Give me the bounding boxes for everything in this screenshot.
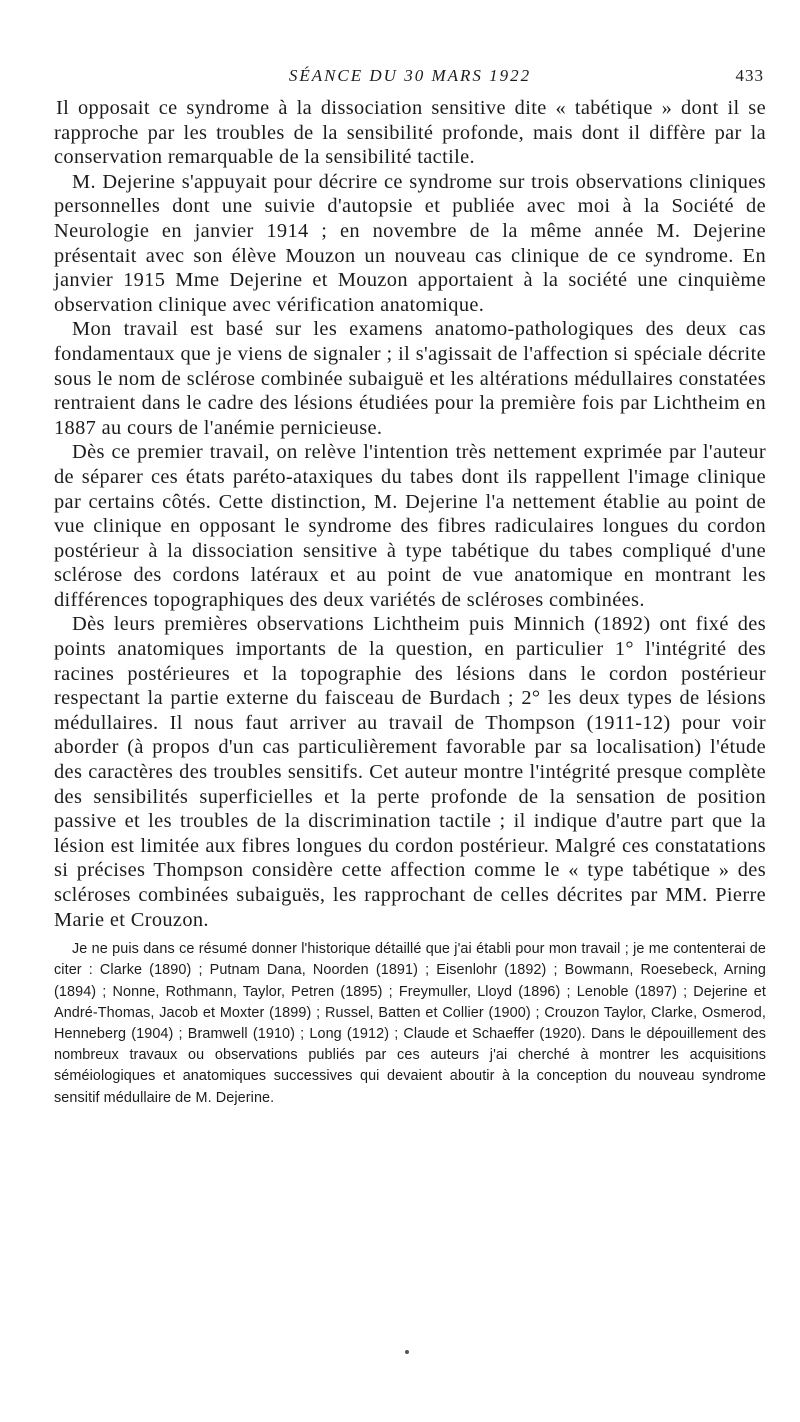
paragraph-3: Mon travail est basé sur les examens anatomo-pathologiques des deux cas fondamentaux que je viens de signaler ; il s'agissait de l'affection si spéciale décrite sous le nom de sclérose combinée subaiguë et les altérations médullaires constatées rentraient dans le cadre des lésions étudiées pour la première fois par Lichtheim en 1887 au cours de l'anémie pernicieuse.: [54, 318, 766, 439]
paragraph-2: M. Dejerine s'appuyait pour décrire ce syndrome sur trois observations cliniques personnelles dont une suivie d'autopsie et publiée avec moi à la Société de Neurologie en janvier 1914 ; en novembre de la même année M. Dejerine présentait avec son élève Mouzon un nouveau cas clinique de ce syndrome. En janvier 1915 Mme Dejerine et Mouzon apportaient à la société une cinquième observation clinique avec vérification anatomique.: [54, 170, 766, 316]
document-page: [54, 66, 766, 1109]
page-number: 433: [735, 66, 764, 85]
paragraph-5: Dès leurs premières observations Lichtheim puis Minnich (1892) ont fixé des points anatomiques importants de la question, en particulier 1° l'intégrité des racines postérieures et la topographie des lésions dans le cordon postérieur respectant la partie externe du faisceau de Burdach ; 2° les deux types de lésions médullaires. Il nous faut arriver au travail de Thompson (1911-12) pour voir aborder (à propos d'un cas particulièrement favorable par sa localisation) l'étude des caractères des troubles sensitifs. Cet auteur montre l'intégrité presque complète des sensibilités superficielles et la perte profonde de la sensation de position passive et les troubles de la discrimination tactile ; il indique d'autre part que la lésion est limitée aux fibres longues du cordon postérieur. Malgré ces constatations si précises Thompson considère cette affection comme le « type tabétique » des scléroses combinées subaiguës, les rapprochant de celles décrites par MM. Pierre Marie et Crouzon.: [54, 613, 766, 931]
decorative-dot: [405, 1350, 409, 1354]
footnote: [54, 939, 766, 1109]
paragraph-4: Dès ce premier travail, on relève l'intention très nettement exprimée par l'auteur de séparer ces états paréto-ataxiques du tabes dont ils rappellent l'image clinique par certains côtés. Cette distinction, M. Dejerine l'a nettement établie au point de vue clinique en opposant le syndrome des fibres radiculaires longues du cordon postérieur à la dissociation sensitive à type tabétique du tabes compliqué d'une sclérose des cordons latéraux et au point de vue anatomique en montrant les différences topographiques des deux variétés de scléroses combinées.: [54, 441, 766, 611]
header-title: SÉANCE DU 30 MARS 1922: [288, 66, 532, 85]
running-header: [54, 66, 766, 96]
paragraph-1: Il opposait ce syndrome à la dissociation sensitive dite « tabétique » dont il se rapproche par les troubles de la sensibilité profonde, mais dont il diffère par la conservation remarquable de la sensibilité tactile.: [54, 97, 766, 169]
body-text: [54, 96, 766, 932]
footnote-text: Je ne puis dans ce résumé donner l'historique détaillé que j'ai établi pour mon travail ; je me contenterai de citer : Clarke (1890) ; Putnam Dana, Noorden (1891) ; Eisenlohr (1892) ; Bowmann, Roesebeck, Arning (1894) ; Nonne, Rothmann, Taylor, Petren (1895) ; Freymuller, Lloyd (1896) ; Lenoble (1897) ; Dejerine et André-Thomas, Jacob et Moxter (1899) ; Russel, Batten et Collier (1900) ; Crouzon Taylor, Clarke, Osmerod, Henneberg (1904) ; Bramwell (1910) ; Long (1912) ; Claude et Schaeffer (1920). Dans le dépouillement des nombreux travaux ou observations publiés par ces auteurs j'ai cherché à montrer les acquisitions séméiologiques et anatomiques successives qui devaient aboutir à la conception du nouveau syndrome sensitif médullaire de M. Dejerine.: [54, 941, 766, 1106]
